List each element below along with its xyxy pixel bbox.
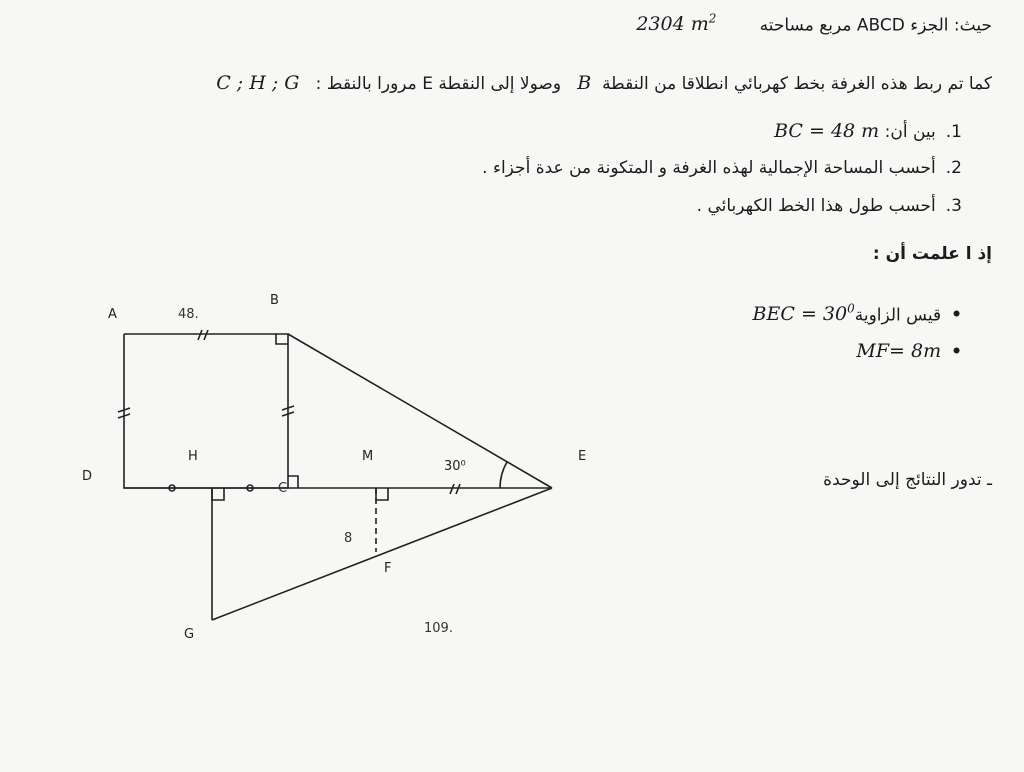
condition-angle [753,302,962,325]
label-c: C [278,481,288,496]
area-exponent: 2 [708,12,717,26]
bullet-icon: • [951,305,962,326]
label-e: E [578,449,587,464]
label-g: G [184,627,195,642]
intro-line [636,12,992,35]
condition-text: قيس الزاوية [854,305,942,326]
label-b: B [270,293,279,308]
right-angle-c [288,476,298,488]
given-title: إذ ا علمت أن : [872,244,992,264]
angle-label: 30⁰ [444,459,466,474]
degree-mark: 0 [847,302,855,316]
question-1 [774,120,962,142]
rounding-note: ـ تدور النتائج إلى الوحدة [823,470,992,490]
question-2 [482,158,962,178]
handwritten-side: 48. [178,307,199,322]
intro-area [636,13,716,35]
intro-middle: مربع مساحته [759,15,852,36]
question-number: 1. [945,122,962,142]
segment-be [288,334,552,488]
intro-shape: ABCD [856,15,905,36]
question-text: أحسب المساحة الإجمالية لهذه الغرفة و المتكونة من عدة أجزاء . [482,158,936,178]
geometry-figure [60,270,620,660]
angle-expression: BEC = 30 [752,303,848,326]
handwritten-scribble: 109. [424,621,453,636]
wiring-line [216,72,992,94]
square-abcd [124,334,288,488]
segment-ge [212,488,552,620]
right-angle-b [276,334,288,344]
question-text: أحسب طول هذا الخط الكهربائي . [696,196,936,216]
wiring-start-point: B [577,72,592,94]
right-angle-h [212,488,224,500]
angle-arc-e [500,462,507,488]
area-value: 2304 [636,13,685,36]
question-3 [697,196,962,216]
question-math: BC = 48 m [774,120,880,142]
label-f: F [384,561,392,576]
label-m: M [362,449,374,464]
wiring-text-start: كما تم ربط هذه الغرفة بخط كهربائي انطلاقا من النقطة [602,74,992,94]
bullet-icon: • [951,342,962,362]
wiring-text-mid: وصولا إلى النقطة E مرورا بالنقط : [315,74,562,94]
question-number: 2. [945,158,962,178]
condition-math [753,303,855,325]
label-d: D [82,469,93,484]
label-a: A [108,307,117,322]
question-number: 3. [945,196,962,216]
right-angle-m [376,488,388,500]
question-text: بين أن: [884,122,936,142]
condition-math: MF= 8m [856,340,942,362]
wiring-via-points: C ; H ; G [216,72,300,94]
condition-mf [856,340,962,362]
area-unit: m [690,13,709,36]
label-h: H [188,449,198,464]
handwritten-mf: 8 [344,531,353,546]
intro-prefix: حيث: الجزء [910,15,992,36]
